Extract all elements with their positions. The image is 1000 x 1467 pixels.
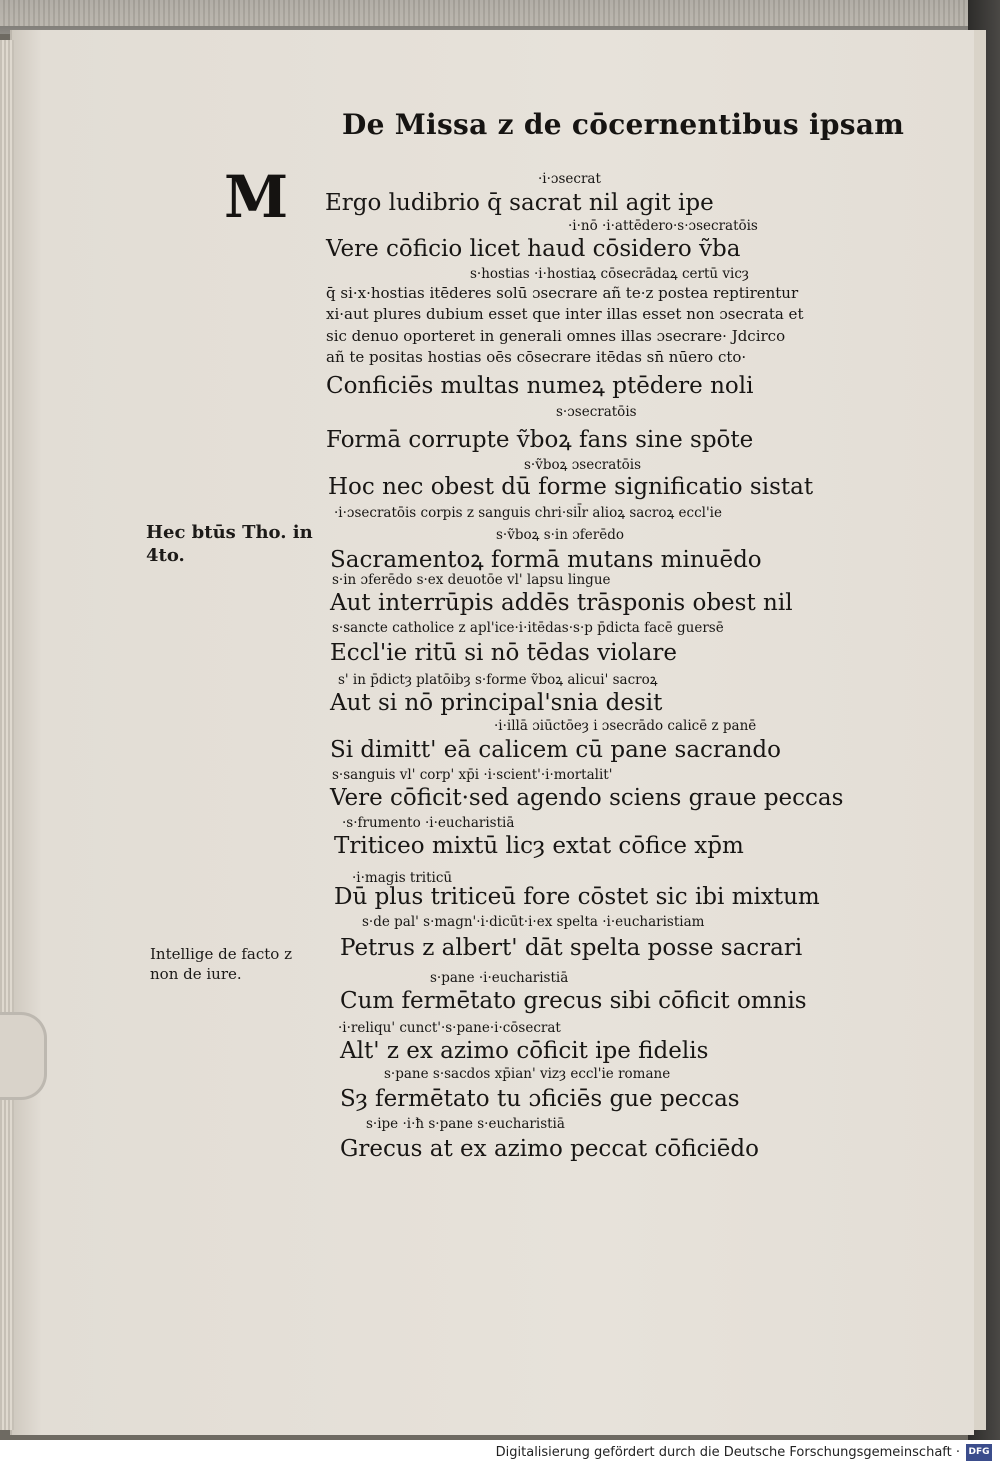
commentary-line: q̄ si·x·hostias itēderes solū ɔsecrare añ te·z postea reptirentur [326,284,799,302]
commentary-line: xi·aut plures dubium esset que inter illas esset non ɔsecrata et [326,305,804,323]
verse-line: Aut si nō principal'snia desit [330,690,663,716]
gloss-line: s' in p̄dictȝ platōibȝ s·forme ṽboꝝ alicui' sacroꝝ [338,672,658,688]
verse-line: Ergo ludibrio q̄ sacrat nil agit ipe [325,190,714,216]
gloss-line: ·i·magis triticū [352,870,453,886]
verse-line: Dū plus triticeū fore cōstet sic ibi mixtum [334,884,820,910]
gloss-line: ·i·reliqu' cunct'·s·pane·i·cōsecrat [338,1020,561,1036]
verse-line: Hoc nec obest dū forme significatio sistat [328,474,814,500]
margin-note: non de iure. [150,965,242,983]
gloss-line: s·in ɔferēdo s·ex deuotōe vl' lapsu lingue [332,572,611,588]
page-heading: De Missa z de cōcernentibus ipsam [342,108,905,141]
verse-line: Vere cōficio licet haud cōsidero ṽba [326,236,741,262]
gloss-line: s·ipe ·i·ħ s·pane s·eucharistiā [366,1116,565,1132]
book-top-edge [0,0,1000,26]
verse-line: Triticeo mixtū licȝ extat cōfice xp̄m [334,833,744,859]
footer-bar [0,1440,1000,1467]
gloss-line: s·pane ·i·eucharistiā [430,970,569,986]
gloss-line: s·ṽboꝝ ɔsecratōis [524,457,642,473]
footer-credit: Digitalisierung gefördert durch die Deutsche Forschungsgemeinschaft · [495,1445,960,1460]
gloss-line: s·sanguis vl' corp' xp̄i ·i·scient'·i·mortalit' [332,767,613,783]
verse-line: Petrus z albert' dāt spelta posse sacrari [340,935,803,961]
dfg-logo: DFG [966,1444,992,1461]
verse-line: Alt' z ex azimo cōficit ipe fidelis [340,1038,709,1064]
gloss-line: s·ṽboꝝ s·in ɔferēdo [496,527,624,543]
verse-line: Vere cōficit·sed agendo sciens graue peccas [330,785,844,811]
gloss-line: ·i·ɔsecrat [538,171,601,187]
verse-line: Sȝ fermētato tu ɔficiēs gue peccas [340,1086,740,1112]
verse-line: Grecus at ex azimo peccat cōficiēdo [340,1136,759,1162]
gloss-line: ·i·ɔsecratōis corpis z sanguis chri·sil̄r alioꝝ sacroꝝ eccl'ie [334,505,722,521]
gloss-line: s·hostias ·i·hostiaꝝ cōsecrādaꝝ certū vicȝ [470,266,749,282]
gloss-line: s·de pal' s·magn'·i·dicūt·i·ex spelta ·i·eucharistiam [362,914,705,930]
gloss-line: s·ɔsecratōis [556,404,637,420]
verse-line: Formā corrupte ṽboꝝ fans sine spōte [326,427,754,453]
verse-line: Aut interrūpis addēs trāsponis obest nil [330,590,793,616]
gloss-line: s·pane s·sacdos xp̄ian' vizȝ eccl'ie romane [384,1066,671,1082]
verse-line: Sacramentoꝝ formā mutans minuēdo [330,547,762,573]
gloss-line: ·i·nō ·i·attēdero·s·ɔsecratōis [568,218,758,234]
gloss-line: ·s·frumento ·i·eucharistiā [342,815,515,831]
verse-line: Si dimitt' eā calicem cū pane sacrando [330,737,782,763]
commentary-line: sic denuo oporteret in generali omnes illas ɔsecrare· Jdcirco [326,327,786,345]
verse-line: Conficiēs multas numeꝝ ptēdere noli [326,373,754,399]
page-clip [0,1012,47,1100]
margin-note: Intellige de facto z [150,945,293,963]
gloss-line: ·i·illā ɔiūctōeȝ i ɔsecrādo calicē z panē [494,718,757,734]
page-edges [0,40,14,1430]
verse-line: Cum fermētato grecus sibi cōficit omnis [340,988,807,1014]
verse-line: Eccl'ie ritū si nō tēdas violare [330,640,677,666]
margin-note: 4to. [146,545,185,566]
margin-note: Hec btūs Tho. in [146,522,313,543]
commentary-line: añ te positas hostias oēs cōsecrare itēdas sn̄ nūero cto· [326,348,747,366]
gloss-line: s·sancte catholice z apl'ice·i·itēdas·s·p p̄dicta facē guersē [332,620,724,636]
decorated-initial: M [224,163,289,231]
